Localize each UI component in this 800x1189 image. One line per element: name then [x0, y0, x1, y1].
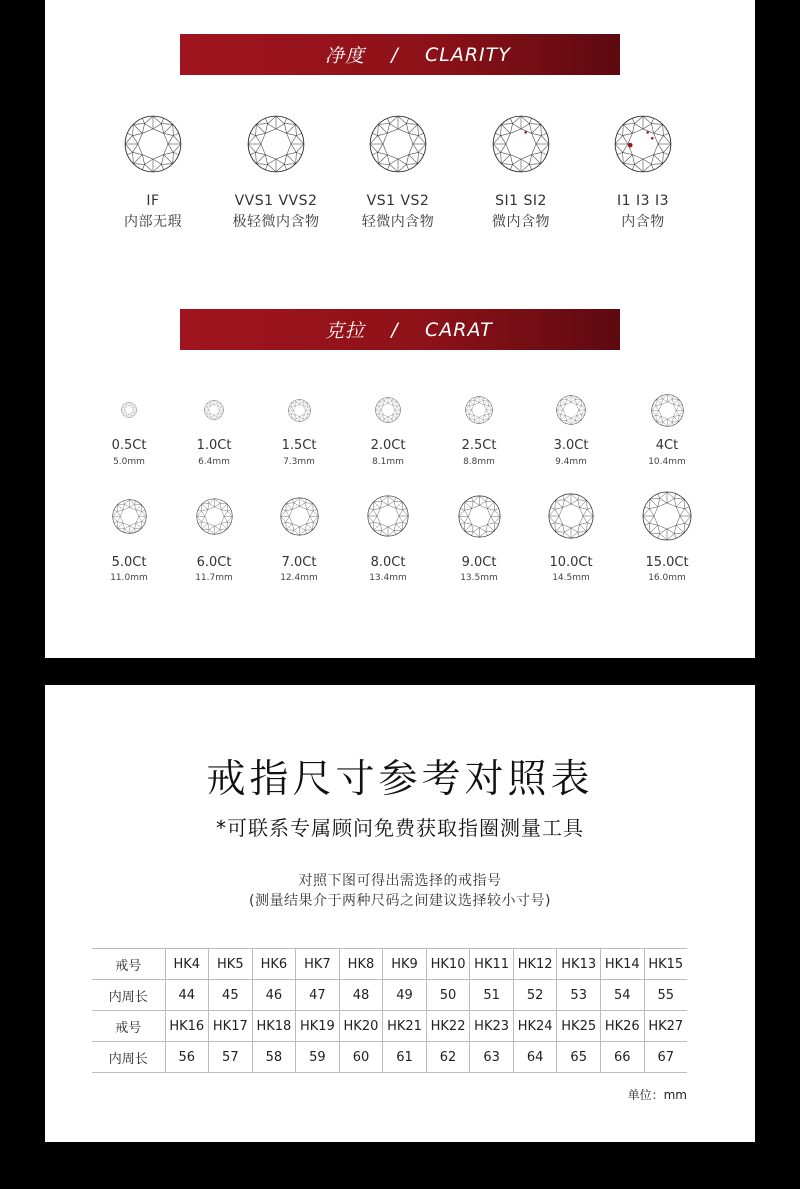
diamond-guide-panel	[45, 0, 755, 658]
table-cell: HK20	[339, 1011, 383, 1042]
clarity-grade-code: SI1 SI2	[495, 193, 547, 209]
row-header: 内周长	[92, 1042, 165, 1073]
inclusion-dot	[646, 131, 649, 134]
table-cell: 44	[165, 980, 209, 1011]
table-cell: 51	[470, 980, 514, 1011]
table-cell: 55	[644, 980, 687, 1011]
inclusion-dot	[651, 137, 654, 140]
table-cell: HK9	[383, 949, 427, 980]
carat-banner-separator: /	[391, 318, 399, 341]
clarity-grade-desc: 内含物	[621, 214, 665, 230]
table-cell: HK27	[644, 1011, 687, 1042]
carat-banner-en: CARAT	[425, 318, 493, 341]
table-cell: HK15	[644, 949, 687, 980]
table-cell: HK23	[470, 1011, 514, 1042]
carat-diamond-icon	[204, 400, 224, 420]
clarity-grade-label	[461, 191, 581, 233]
carat-diameter-label: 7.3mm	[283, 457, 315, 467]
carat-weight-label: 0.5Ct	[111, 438, 147, 453]
ring-size-table	[92, 948, 687, 1073]
table-cell: 53	[557, 980, 601, 1011]
carat-diameter-label: 13.5mm	[460, 573, 498, 583]
clarity-diamond-icon	[614, 115, 672, 173]
table-cell: HK8	[339, 949, 383, 980]
table-cell: 54	[600, 980, 644, 1011]
table-cell: HK5	[209, 949, 253, 980]
table-cell: 52	[513, 980, 557, 1011]
table-cell: 58	[252, 1042, 296, 1073]
clarity-grade-code: VS1 VS2	[366, 193, 430, 209]
clarity-grade-desc: 轻微内含物	[361, 214, 435, 230]
carat-diameter-label: 13.4mm	[369, 573, 407, 583]
ring-size-subtitle: *可联系专属顾问免费获取指圈测量工具	[216, 816, 584, 840]
table-cell: HK18	[252, 1011, 296, 1042]
table-cell: HK22	[426, 1011, 470, 1042]
clarity-grade-label	[338, 191, 458, 233]
table-cell: HK4	[165, 949, 209, 980]
carat-weight-label: 7.0Ct	[281, 555, 317, 570]
table-cell: HK12	[513, 949, 557, 980]
table-cell: HK17	[209, 1011, 253, 1042]
carat-diameter-label: 12.4mm	[280, 573, 318, 583]
carat-diameter-label: 8.1mm	[372, 457, 404, 467]
ring-size-instruction: 对照下图可得出需选择的戒指号	[298, 873, 502, 889]
carat-diameter-label: 8.8mm	[463, 457, 495, 467]
table-cell: 49	[383, 980, 427, 1011]
clarity-grade-desc: 内部无瑕	[124, 214, 182, 230]
table-cell: 45	[209, 980, 253, 1011]
ring-size-title: 戒指尺寸参考对照表	[206, 757, 594, 802]
carat-diamond-icon	[280, 497, 319, 536]
carat-diameter-label: 11.7mm	[195, 573, 233, 583]
carat-diameter-label: 16.0mm	[648, 573, 686, 583]
table-cell: HK13	[557, 949, 601, 980]
unit-label: 单位：mm	[627, 1088, 687, 1102]
table-cell: 65	[557, 1042, 601, 1073]
clarity-diamond-icon	[247, 115, 305, 173]
carat-diamond-icon	[367, 495, 409, 537]
table-cell: HK25	[557, 1011, 601, 1042]
inclusion-dot	[628, 143, 633, 148]
carat-diameter-label: 11.0mm	[110, 573, 148, 583]
carat-diamond-icon	[651, 394, 684, 427]
table-cell: HK19	[296, 1011, 340, 1042]
row-header: 内周长	[92, 980, 165, 1011]
row-header: 戒号	[92, 949, 165, 980]
carat-diamond-icon	[556, 395, 586, 425]
carat-banner-cn: 克拉	[324, 320, 365, 342]
carat-weight-label: 3.0Ct	[553, 438, 589, 453]
carat-diameter-label: 5.0mm	[113, 457, 145, 467]
carat-diamond-icon	[196, 498, 233, 535]
carat-weight-label: 8.0Ct	[370, 555, 406, 570]
carat-diamond-icon	[548, 493, 594, 539]
clarity-diamond-icon	[124, 115, 182, 173]
carat-weight-label: 1.5Ct	[281, 438, 317, 453]
clarity-banner	[180, 34, 620, 75]
carat-weight-label: 10.0Ct	[549, 555, 593, 570]
carat-weight-label: 15.0Ct	[645, 555, 689, 570]
table-row	[92, 1011, 687, 1042]
carat-weight-label: 6.0Ct	[196, 555, 232, 570]
table-cell: 57	[209, 1042, 253, 1073]
inclusion-dot	[524, 131, 527, 134]
carat-weight-label: 1.0Ct	[196, 438, 232, 453]
carat-banner	[180, 309, 620, 350]
clarity-banner-separator: /	[391, 43, 399, 66]
carat-diamond-icon	[375, 397, 401, 423]
carat-diamond-icon	[465, 396, 493, 424]
clarity-grade-desc: 极轻微内含物	[232, 214, 320, 230]
table-cell: 59	[296, 1042, 340, 1073]
carat-diameter-label: 9.4mm	[555, 457, 587, 467]
carat-diameter-label: 14.5mm	[552, 573, 590, 583]
table-cell: HK21	[383, 1011, 427, 1042]
table-cell: HK10	[426, 949, 470, 980]
table-cell: 67	[644, 1042, 687, 1073]
table-cell: HK14	[600, 949, 644, 980]
clarity-grade-code: I1 I3 I3	[616, 193, 669, 209]
clarity-banner-en: CLARITY	[425, 43, 511, 66]
carat-diamond-icon	[642, 491, 692, 541]
table-row	[92, 1042, 687, 1073]
table-cell: HK11	[470, 949, 514, 980]
table-cell: HK26	[600, 1011, 644, 1042]
carat-diameter-label: 6.4mm	[198, 457, 230, 467]
clarity-diamond-icon	[492, 115, 550, 173]
table-cell: HK7	[296, 949, 340, 980]
carat-diamond-icon	[112, 499, 147, 534]
carat-weight-label: 4Ct	[655, 438, 679, 453]
table-cell: HK16	[165, 1011, 209, 1042]
table-cell: 47	[296, 980, 340, 1011]
table-cell: 64	[513, 1042, 557, 1073]
carat-diamond-icon	[121, 402, 137, 418]
ring-size-panel	[45, 685, 755, 1142]
clarity-grade-desc: 微内含物	[492, 214, 550, 230]
table-cell: 61	[383, 1042, 427, 1073]
table-cell: HK6	[252, 949, 296, 980]
table-cell: 66	[600, 1042, 644, 1073]
row-header: 戒号	[92, 1011, 165, 1042]
table-cell: 46	[252, 980, 296, 1011]
carat-weight-label: 9.0Ct	[461, 555, 497, 570]
table-cell: 56	[165, 1042, 209, 1073]
carat-diamond-icon	[288, 399, 311, 422]
clarity-grade-label	[93, 191, 213, 233]
carat-weight-label: 2.0Ct	[370, 438, 406, 453]
carat-weight-label: 5.0Ct	[111, 555, 147, 570]
table-cell: 48	[339, 980, 383, 1011]
ring-size-note: (测量结果介于两种尺码之间建议选择较小寸号)	[249, 893, 551, 909]
carat-weight-label: 2.5Ct	[461, 438, 497, 453]
table-cell: HK24	[513, 1011, 557, 1042]
clarity-banner-cn: 净度	[324, 45, 365, 67]
table-cell: 63	[470, 1042, 514, 1073]
table-cell: 50	[426, 980, 470, 1011]
table-cell: 60	[339, 1042, 383, 1073]
clarity-grade-code: VVS1 VVS2	[234, 193, 318, 209]
clarity-grade-label	[583, 191, 703, 233]
table-row	[92, 949, 687, 980]
table-cell: 62	[426, 1042, 470, 1073]
clarity-diamond-icon	[369, 115, 427, 173]
clarity-grade-label	[216, 191, 336, 233]
clarity-grade-code: IF	[146, 193, 160, 209]
carat-diamond-icon	[458, 495, 501, 538]
carat-diameter-label: 10.4mm	[648, 457, 686, 467]
table-row	[92, 980, 687, 1011]
